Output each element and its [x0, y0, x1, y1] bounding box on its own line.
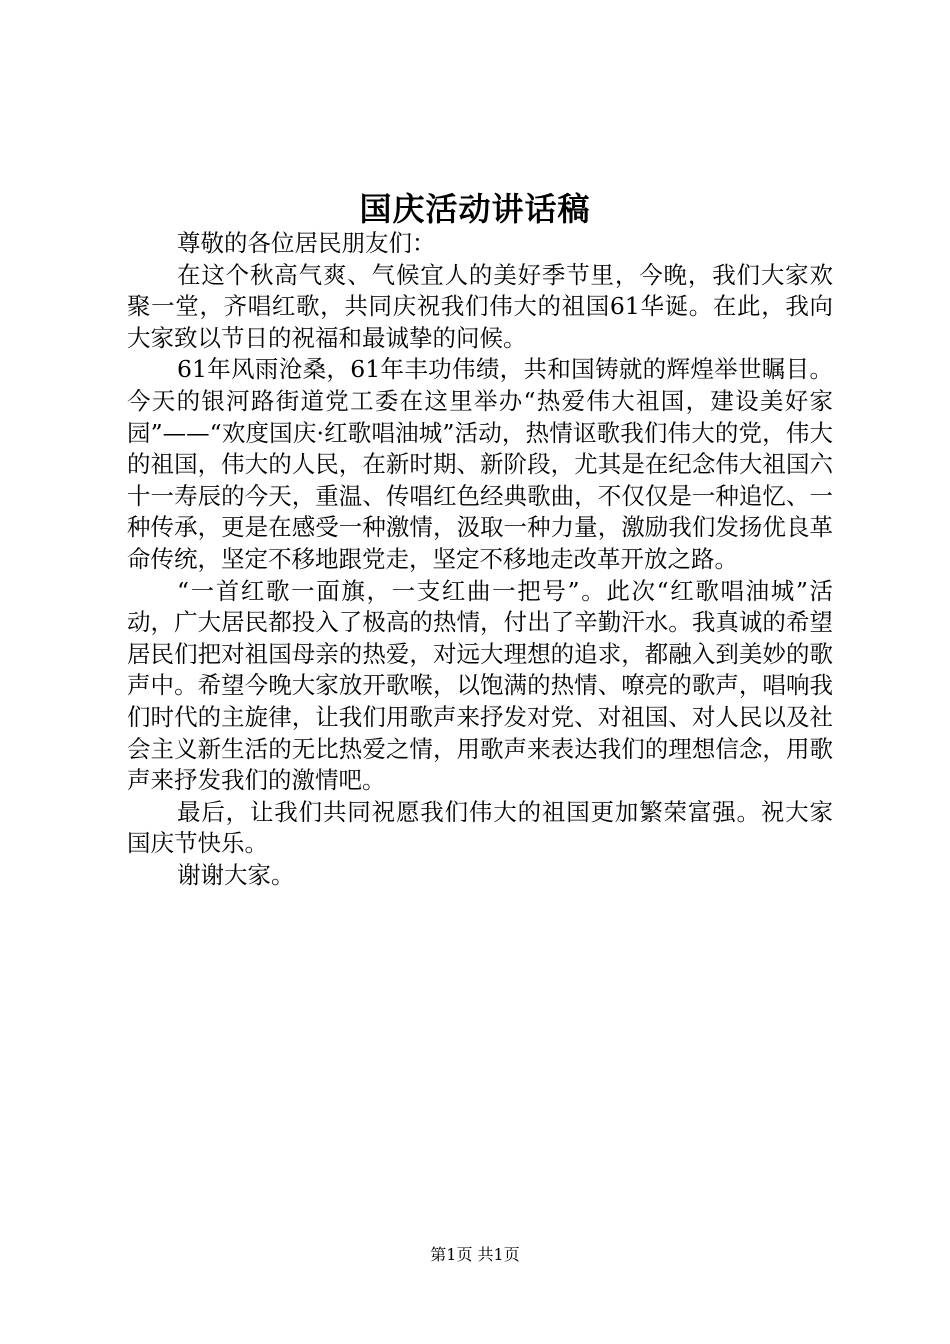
paragraph-4: 最后，让我们共同祝愿我们伟大的祖国更加繁荣富强。祝大家国庆节快乐。	[127, 797, 833, 858]
document-body	[127, 228, 833, 891]
paragraph-3: “一首红歌一面旗，一支红曲一把号”。此次“红歌唱油城”活动，广大居民都投入了极高的热情，付出了辛勤汗水。我真诚的希望居民们把对祖国母亲的热爱，对远大理想的追求，都融入到美妙的歌声中。希望今晚大家放开歌喉，以饱满的热情、嘹亮的歌声，唱响我们时代的主旋律，让我们用歌声来抒发对党、对祖国、对人民以及社会主义新生活的无比热爱之情，用歌声来表达我们的理想信念，用歌声来抒发我们的激情吧。	[127, 576, 833, 795]
paragraph-2: 61年风雨沧桑，61年丰功伟绩，共和国铸就的辉煌举世瞩目。今天的银河路街道党工委在这里举办“热爱伟大祖国，建设美好家园”——“欢度国庆·红歌唱油城”活动，热情讴歌我们伟大的党，伟大的祖国，伟大的人民，在新时期、新阶段，尤其是在纪念伟大祖国六十一寿辰的今天，重温、传唱红色经典歌曲，不仅仅是一种追忆、一种传承，更是在感受一种激情，汲取一种力量，激励我们发扬优良革命传统，坚定不移地跟党走，坚定不移地走改革开放之路。	[127, 355, 833, 573]
closing-line: 谢谢大家。	[177, 860, 295, 889]
page-number-footer: 第1页 共1页	[430, 1245, 520, 1264]
paragraph-1: 在这个秋高气爽、气候宜人的美好季节里，今晚，我们大家欢聚一堂，齐唱红歌，共同庆祝我们伟大的祖国61华诞。在此，我向大家致以节日的祝福和最诚挚的问候。	[127, 260, 833, 352]
document-title: 国庆活动讲话稿	[359, 190, 591, 228]
greeting-line: 尊敬的各位居民朋友们：	[177, 229, 436, 257]
